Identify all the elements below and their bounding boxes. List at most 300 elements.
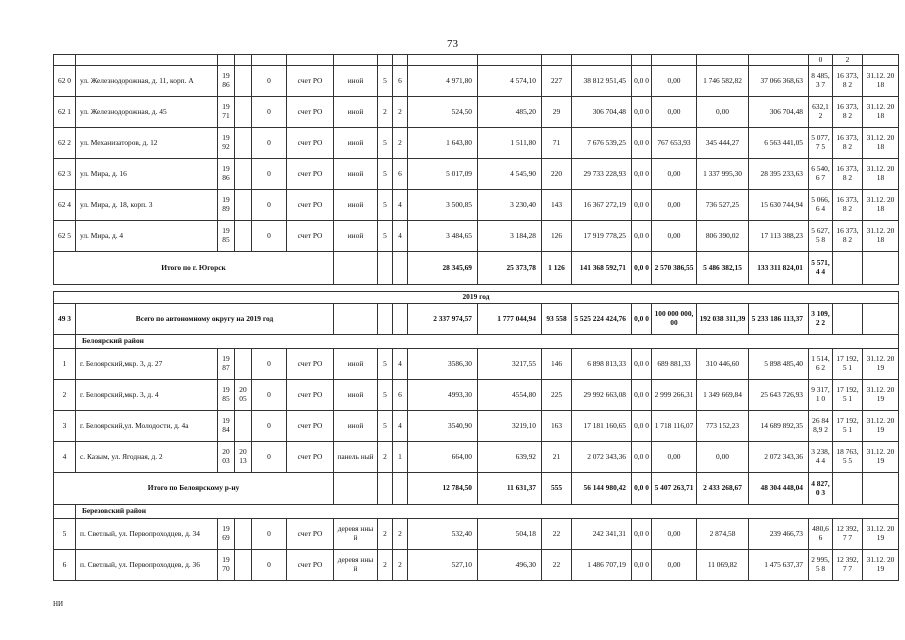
section-heading-berezovsky bbox=[54, 505, 899, 519]
cell-f1: 0,0 0 bbox=[632, 221, 652, 252]
cell-res: 220 bbox=[542, 159, 572, 190]
cell-type: деревя нный bbox=[334, 550, 378, 581]
cell-cost: 306 704,48 bbox=[572, 97, 632, 128]
table-row bbox=[54, 380, 899, 411]
total-cell-liv: 11 631,37 bbox=[478, 473, 542, 505]
cell-f4: 306 704,48 bbox=[749, 97, 809, 128]
cell-lim: 16 373,8 2 bbox=[833, 97, 863, 128]
cell-f1: 0,0 0 bbox=[632, 97, 652, 128]
cell-liv: 504,18 bbox=[478, 519, 542, 550]
cell-cost: 242 341,31 bbox=[572, 519, 632, 550]
cell-f3: 345 444,27 bbox=[697, 128, 749, 159]
cell-f2: 0,00 bbox=[652, 519, 697, 550]
cell-zero: 0 bbox=[252, 550, 287, 581]
empty-cell bbox=[863, 252, 899, 285]
partial-cell-per: 0 bbox=[809, 55, 833, 66]
total-cell-area: 12 784,50 bbox=[408, 473, 478, 505]
total-row bbox=[54, 252, 899, 285]
cell-res: 163 bbox=[542, 411, 572, 442]
cell-cost: 2 072 343,36 bbox=[572, 442, 632, 473]
cell-en: 6 bbox=[393, 380, 408, 411]
empty-cell bbox=[393, 304, 408, 335]
cell-acc: счет РО bbox=[287, 550, 334, 581]
cell-zero: 0 bbox=[252, 380, 287, 411]
cell-res: 22 bbox=[542, 550, 572, 581]
cell-fl: 5 bbox=[378, 411, 393, 442]
cell-f3: 736 527,25 bbox=[697, 190, 749, 221]
cell-y2 bbox=[235, 221, 252, 252]
cell-date: 31.12. 2019 bbox=[863, 550, 899, 581]
cell-y2: 20 13 bbox=[235, 442, 252, 473]
cell-acc: счет РО bbox=[287, 380, 334, 411]
cell-f1: 0,0 0 bbox=[632, 442, 652, 473]
cell-date: 31.12. 2019 bbox=[863, 380, 899, 411]
table-row bbox=[54, 97, 899, 128]
cell-cost: 16 367 272,19 bbox=[572, 190, 632, 221]
cell-per: 9 317,1 0 bbox=[809, 380, 833, 411]
cell-type: иной bbox=[334, 159, 378, 190]
table-row bbox=[54, 519, 899, 550]
total-cell-area: 2 337 974,57 bbox=[408, 304, 478, 335]
cell-fl: 5 bbox=[378, 221, 393, 252]
cell-type: иной bbox=[334, 349, 378, 380]
total-cell-f2: 5 407 263,71 bbox=[652, 473, 697, 505]
cell-date: 31.12. 2018 bbox=[863, 128, 899, 159]
cell-liv: 496,30 bbox=[478, 550, 542, 581]
cell-en: 2 bbox=[393, 519, 408, 550]
cell-area: 1 643,80 bbox=[408, 128, 478, 159]
cell-f3: 2 874,58 bbox=[697, 519, 749, 550]
cell-fl: 2 bbox=[378, 97, 393, 128]
total-cell-n: 49 3 bbox=[54, 304, 76, 335]
cell-n: 2 bbox=[54, 380, 76, 411]
cell-f3: 1 746 582,82 bbox=[697, 66, 749, 97]
cell-en: 6 bbox=[393, 159, 408, 190]
cell-zero: 0 bbox=[252, 349, 287, 380]
cell-y2 bbox=[235, 97, 252, 128]
cell-f4: 15 630 744,94 bbox=[749, 190, 809, 221]
empty-cell bbox=[833, 304, 863, 335]
table-row bbox=[54, 190, 899, 221]
year-heading-label: 2019 год bbox=[54, 292, 899, 304]
cell-n: 62 1 bbox=[54, 97, 76, 128]
cell-area: 3 484,65 bbox=[408, 221, 478, 252]
cell-addr: г. Белоярский,мкр. 3, д. 27 bbox=[76, 349, 218, 380]
cell-type: иной bbox=[334, 97, 378, 128]
cell-f3: 0,00 bbox=[697, 442, 749, 473]
section-heading-berezovsky-label: Березовский район bbox=[76, 505, 899, 519]
cell-f2: 0,00 bbox=[652, 159, 697, 190]
cell-n: 62 3 bbox=[54, 159, 76, 190]
cell-area: 527,10 bbox=[408, 550, 478, 581]
cell-liv: 639,92 bbox=[478, 442, 542, 473]
cell-date: 31.12. 2018 bbox=[863, 66, 899, 97]
cell-zero: 0 bbox=[252, 411, 287, 442]
cell-f4: 6 563 441,05 bbox=[749, 128, 809, 159]
cell-f1: 0,0 0 bbox=[632, 349, 652, 380]
total-cell-per: 4 827,0 3 bbox=[809, 473, 833, 505]
cell-f2: 0,00 bbox=[652, 66, 697, 97]
cell-per: 8 485,3 7 bbox=[809, 66, 833, 97]
total-cell-f4: 5 233 186 113,37 bbox=[749, 304, 809, 335]
cell-f2: 689 881,33 bbox=[652, 349, 697, 380]
cell-type: иной bbox=[334, 411, 378, 442]
cell-year: 19 89 bbox=[218, 190, 235, 221]
cell-f3: 11 069,82 bbox=[697, 550, 749, 581]
cell-per: 5 627,5 8 bbox=[809, 221, 833, 252]
table-row bbox=[54, 349, 899, 380]
cell-res: 29 bbox=[542, 97, 572, 128]
total-cell-f2: 2 570 386,55 bbox=[652, 252, 697, 285]
empty-cell bbox=[378, 304, 393, 335]
cell-n: 5 bbox=[54, 519, 76, 550]
cell-area: 4993,30 bbox=[408, 380, 478, 411]
cell-acc: счет РО bbox=[287, 519, 334, 550]
cell-n: 62 5 bbox=[54, 221, 76, 252]
cell-en: 2 bbox=[393, 550, 408, 581]
cell-area: 664,00 bbox=[408, 442, 478, 473]
cell-addr: г. Белоярский,ул. Молодости, д. 4а bbox=[76, 411, 218, 442]
cell-cost: 1 486 707,19 bbox=[572, 550, 632, 581]
cell-res: 225 bbox=[542, 380, 572, 411]
total-cell-cost: 56 144 980,42 bbox=[572, 473, 632, 505]
spacer-cell bbox=[54, 285, 899, 292]
empty-cell bbox=[54, 505, 76, 519]
table-row bbox=[54, 128, 899, 159]
cell-acc: счет РО bbox=[287, 349, 334, 380]
cell-f1: 0,0 0 bbox=[632, 128, 652, 159]
cell-per: 2 995,5 8 bbox=[809, 550, 833, 581]
cell-fl: 2 bbox=[378, 550, 393, 581]
empty-cell bbox=[833, 473, 863, 505]
section-heading-beloyarsky-label: Белоярский район bbox=[76, 335, 899, 349]
cell-lim: 16 373,8 2 bbox=[833, 66, 863, 97]
cell-date: 31.12. 2018 bbox=[863, 97, 899, 128]
cell-f4: 239 466,73 bbox=[749, 519, 809, 550]
empty-cell bbox=[334, 473, 378, 505]
cell-year: 19 71 bbox=[218, 97, 235, 128]
cell-liv: 1 511,80 bbox=[478, 128, 542, 159]
cell-cost: 7 676 539,25 bbox=[572, 128, 632, 159]
cell-type: иной bbox=[334, 380, 378, 411]
table-body bbox=[54, 55, 899, 581]
cell-zero: 0 bbox=[252, 190, 287, 221]
cell-date: 31.12. 2019 bbox=[863, 411, 899, 442]
cell-f3: 773 152,23 bbox=[697, 411, 749, 442]
cell-addr: с. Казым, ул. Ягодная, д. 2 bbox=[76, 442, 218, 473]
cell-date: 31.12. 2019 bbox=[863, 519, 899, 550]
page-number: 73 bbox=[447, 38, 458, 50]
cell-lim: 17 192,5 1 bbox=[833, 380, 863, 411]
cell-f1: 0,0 0 bbox=[632, 159, 652, 190]
cell-f1: 0,0 0 bbox=[632, 550, 652, 581]
table-row-partial bbox=[54, 55, 899, 66]
cell-date: 31.12. 2019 bbox=[863, 442, 899, 473]
cell-n: 6 bbox=[54, 550, 76, 581]
cell-zero: 0 bbox=[252, 97, 287, 128]
cell-f2: 1 718 116,07 bbox=[652, 411, 697, 442]
cell-zero: 0 bbox=[252, 442, 287, 473]
cell-cost: 6 898 813,33 bbox=[572, 349, 632, 380]
cell-res: 21 bbox=[542, 442, 572, 473]
total-cell-label: Всего по автономному округу на 2019 год bbox=[76, 304, 334, 335]
total-cell-f3: 192 038 311,39 bbox=[697, 304, 749, 335]
empty-cell bbox=[863, 304, 899, 335]
cell-f2: 2 999 266,31 bbox=[652, 380, 697, 411]
cell-y2 bbox=[235, 159, 252, 190]
cell-addr: ул. Мира, д. 18, корп. 3 bbox=[76, 190, 218, 221]
cell-addr: ул. Мира, д. 16 bbox=[76, 159, 218, 190]
cell-f1: 0,0 0 bbox=[632, 519, 652, 550]
cell-per: 1 514,6 2 bbox=[809, 349, 833, 380]
cell-f1: 0,0 0 bbox=[632, 66, 652, 97]
cell-year: 19 86 bbox=[218, 159, 235, 190]
cell-per: 3 238,4 4 bbox=[809, 442, 833, 473]
total-cell-per: 3 109,2 2 bbox=[809, 304, 833, 335]
cell-acc: счет РО bbox=[287, 411, 334, 442]
total-cell-liv: 25 373,78 bbox=[478, 252, 542, 285]
total-cell-res: 555 bbox=[542, 473, 572, 505]
cell-acc: счет РО bbox=[287, 221, 334, 252]
cell-per: 5 066,6 4 bbox=[809, 190, 833, 221]
cell-date: 31.12. 2018 bbox=[863, 221, 899, 252]
footer-mark: НИ bbox=[53, 600, 64, 608]
total-cell-f3: 2 433 268,67 bbox=[697, 473, 749, 505]
cell-en: 2 bbox=[393, 128, 408, 159]
cell-area: 524,50 bbox=[408, 97, 478, 128]
cell-fl: 2 bbox=[378, 519, 393, 550]
cell-type: иной bbox=[334, 190, 378, 221]
cell-area: 3540,90 bbox=[408, 411, 478, 442]
cell-y2 bbox=[235, 128, 252, 159]
spacer-row bbox=[54, 285, 899, 292]
cell-cost: 29 733 228,93 bbox=[572, 159, 632, 190]
empty-cell bbox=[378, 252, 393, 285]
cell-liv: 4 574,10 bbox=[478, 66, 542, 97]
cell-per: 480,6 6 bbox=[809, 519, 833, 550]
cell-type: иной bbox=[334, 128, 378, 159]
cell-area: 532,40 bbox=[408, 519, 478, 550]
cell-type: иной bbox=[334, 66, 378, 97]
cell-f2: 0,00 bbox=[652, 97, 697, 128]
total-row bbox=[54, 473, 899, 505]
cell-date: 31.12. 2018 bbox=[863, 159, 899, 190]
cell-n: 62 4 bbox=[54, 190, 76, 221]
cell-addr: ул. Железнодорожная, д. 45 bbox=[76, 97, 218, 128]
cell-cost: 17 181 160,65 bbox=[572, 411, 632, 442]
cell-lim: 16 373,8 2 bbox=[833, 159, 863, 190]
cell-lim: 18 763,5 5 bbox=[833, 442, 863, 473]
cell-lim: 16 373,8 2 bbox=[833, 190, 863, 221]
register-table bbox=[53, 54, 899, 581]
cell-per: 6 540,6 7 bbox=[809, 159, 833, 190]
cell-f4: 14 689 892,35 bbox=[749, 411, 809, 442]
cell-en: 4 bbox=[393, 411, 408, 442]
table-row bbox=[54, 221, 899, 252]
cell-f4: 28 395 233,63 bbox=[749, 159, 809, 190]
table-row bbox=[54, 411, 899, 442]
total-cell-per: 5 571,4 4 bbox=[809, 252, 833, 285]
empty-cell bbox=[393, 473, 408, 505]
cell-zero: 0 bbox=[252, 66, 287, 97]
cell-year: 19 84 bbox=[218, 411, 235, 442]
cell-res: 22 bbox=[542, 519, 572, 550]
empty-cell bbox=[378, 473, 393, 505]
cell-addr: г. Белоярский,мкр. 3, д. 4 bbox=[76, 380, 218, 411]
total-cell-res: 93 558 bbox=[542, 304, 572, 335]
cell-lim: 12 392,7 7 bbox=[833, 550, 863, 581]
cell-year: 19 87 bbox=[218, 349, 235, 380]
cell-f1: 0,0 0 bbox=[632, 380, 652, 411]
cell-f2: 0,00 bbox=[652, 550, 697, 581]
total-cell-f1: 0,0 0 bbox=[632, 473, 652, 505]
cell-date: 31.12. 2019 bbox=[863, 349, 899, 380]
cell-addr: ул. Механизаторов, д. 12 bbox=[76, 128, 218, 159]
cell-res: 143 bbox=[542, 190, 572, 221]
cell-f3: 0,00 bbox=[697, 97, 749, 128]
table-row bbox=[54, 442, 899, 473]
total-cell-f1: 0,0 0 bbox=[632, 252, 652, 285]
cell-n: 1 bbox=[54, 349, 76, 380]
table-row bbox=[54, 550, 899, 581]
cell-res: 126 bbox=[542, 221, 572, 252]
cell-res: 227 bbox=[542, 66, 572, 97]
cell-y2 bbox=[235, 519, 252, 550]
year-heading bbox=[54, 292, 899, 304]
cell-zero: 0 bbox=[252, 519, 287, 550]
cell-year: 19 85 bbox=[218, 221, 235, 252]
cell-fl: 5 bbox=[378, 190, 393, 221]
cell-en: 4 bbox=[393, 349, 408, 380]
cell-area: 4 971,80 bbox=[408, 66, 478, 97]
cell-res: 146 bbox=[542, 349, 572, 380]
cell-liv: 4 545,90 bbox=[478, 159, 542, 190]
table-row bbox=[54, 66, 899, 97]
cell-addr: п. Светлый, ул. Первопроходцев, д. 34 bbox=[76, 519, 218, 550]
cell-addr: ул. Мира, д. 4 bbox=[76, 221, 218, 252]
cell-year: 19 92 bbox=[218, 128, 235, 159]
cell-n: 4 bbox=[54, 442, 76, 473]
cell-y2 bbox=[235, 190, 252, 221]
cell-liv: 4554,80 bbox=[478, 380, 542, 411]
cell-en: 4 bbox=[393, 221, 408, 252]
cell-f1: 0,0 0 bbox=[632, 411, 652, 442]
cell-liv: 3217,55 bbox=[478, 349, 542, 380]
cell-type: панель ный bbox=[334, 442, 378, 473]
cell-liv: 3219,10 bbox=[478, 411, 542, 442]
cell-fl: 5 bbox=[378, 159, 393, 190]
total-cell-liv: 1 777 044,94 bbox=[478, 304, 542, 335]
cell-year: 20 03 bbox=[218, 442, 235, 473]
total-cell-cost: 5 525 224 424,76 bbox=[572, 304, 632, 335]
cell-addr: п. Светлый, ул. Первопроходцев, д. 36 bbox=[76, 550, 218, 581]
cell-n: 3 bbox=[54, 411, 76, 442]
cell-y2: 20 05 bbox=[235, 380, 252, 411]
cell-per: 632,1 2 bbox=[809, 97, 833, 128]
cell-addr: ул. Железнодорожная, д. 11, корп. А bbox=[76, 66, 218, 97]
cell-acc: счет РО bbox=[287, 159, 334, 190]
cell-zero: 0 bbox=[252, 159, 287, 190]
cell-f2: 0,00 bbox=[652, 221, 697, 252]
total-cell-f4: 48 304 448,04 bbox=[749, 473, 809, 505]
cell-f3: 806 390,02 bbox=[697, 221, 749, 252]
cell-per: 5 077,7 5 bbox=[809, 128, 833, 159]
cell-lim: 17 192,5 1 bbox=[833, 349, 863, 380]
cell-f4: 25 643 726,93 bbox=[749, 380, 809, 411]
total-cell-f2: 100 000 000,00 bbox=[652, 304, 697, 335]
cell-lim: 12 392,7 7 bbox=[833, 519, 863, 550]
cell-en: 1 bbox=[393, 442, 408, 473]
cell-n: 62 0 bbox=[54, 66, 76, 97]
cell-fl: 5 bbox=[378, 128, 393, 159]
total-row bbox=[54, 304, 899, 335]
cell-f2: 0,00 bbox=[652, 442, 697, 473]
cell-type: иной bbox=[334, 221, 378, 252]
cell-y2 bbox=[235, 550, 252, 581]
cell-en: 2 bbox=[393, 97, 408, 128]
cell-fl: 5 bbox=[378, 380, 393, 411]
total-cell-f3: 5 486 382,15 bbox=[697, 252, 749, 285]
cell-acc: счет РО bbox=[287, 442, 334, 473]
cell-f2: 767 653,93 bbox=[652, 128, 697, 159]
empty-cell bbox=[833, 252, 863, 285]
total-cell-f1: 0,0 0 bbox=[632, 304, 652, 335]
cell-acc: счет РО bbox=[287, 97, 334, 128]
cell-year: 19 86 bbox=[218, 66, 235, 97]
cell-year: 19 70 bbox=[218, 550, 235, 581]
cell-f4: 1 475 637,37 bbox=[749, 550, 809, 581]
cell-lim: 17 192,5 1 bbox=[833, 411, 863, 442]
total-cell-f4: 133 311 824,01 bbox=[749, 252, 809, 285]
cell-type: деревя нный bbox=[334, 519, 378, 550]
total-cell-label: Итого по г. Югорск bbox=[54, 252, 334, 285]
cell-year: 19 69 bbox=[218, 519, 235, 550]
cell-res: 71 bbox=[542, 128, 572, 159]
cell-y2 bbox=[235, 349, 252, 380]
cell-fl: 5 bbox=[378, 349, 393, 380]
cell-fl: 5 bbox=[378, 66, 393, 97]
cell-lim: 16 373,8 2 bbox=[833, 128, 863, 159]
cell-per: 26 848,9 2 bbox=[809, 411, 833, 442]
cell-n: 62 2 bbox=[54, 128, 76, 159]
cell-acc: счет РО bbox=[287, 128, 334, 159]
cell-year: 19 85 bbox=[218, 380, 235, 411]
cell-date: 31.12. 2018 bbox=[863, 190, 899, 221]
table-row bbox=[54, 159, 899, 190]
cell-f3: 1 337 995,30 bbox=[697, 159, 749, 190]
cell-cost: 29 992 663,08 bbox=[572, 380, 632, 411]
cell-liv: 485,20 bbox=[478, 97, 542, 128]
cell-f1: 0,0 0 bbox=[632, 190, 652, 221]
empty-cell bbox=[334, 304, 378, 335]
cell-area: 5 017,09 bbox=[408, 159, 478, 190]
total-cell-area: 28 345,69 bbox=[408, 252, 478, 285]
cell-liv: 3 184,28 bbox=[478, 221, 542, 252]
cell-f3: 1 349 669,84 bbox=[697, 380, 749, 411]
cell-y2 bbox=[235, 66, 252, 97]
cell-en: 6 bbox=[393, 66, 408, 97]
cell-f4: 2 072 343,36 bbox=[749, 442, 809, 473]
empty-cell bbox=[863, 473, 899, 505]
total-cell-label: Итого по Белоярскому р-ну bbox=[54, 473, 334, 505]
section-heading-beloyarsky bbox=[54, 335, 899, 349]
cell-cost: 38 812 951,45 bbox=[572, 66, 632, 97]
empty-cell bbox=[54, 335, 76, 349]
cell-fl: 2 bbox=[378, 442, 393, 473]
cell-zero: 0 bbox=[252, 221, 287, 252]
total-cell-res: 1 126 bbox=[542, 252, 572, 285]
cell-zero: 0 bbox=[252, 128, 287, 159]
